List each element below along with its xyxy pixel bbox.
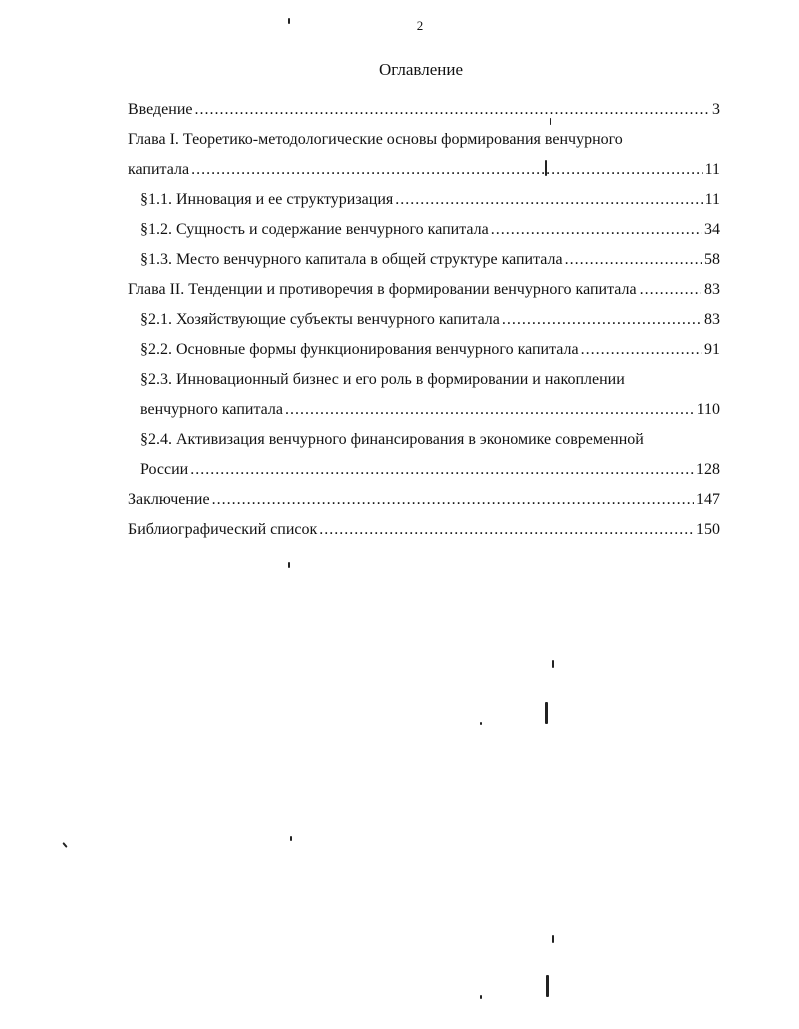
toc-entry-conclusion bbox=[128, 485, 720, 515]
toc-entry-text: Глава II. Тенденции и противоречия в формировании венчурного капитала bbox=[128, 281, 637, 298]
toc-entry-text: России bbox=[140, 461, 189, 478]
toc-entry-page: 128 bbox=[696, 461, 720, 478]
scan-speck bbox=[288, 18, 290, 24]
toc-leader bbox=[190, 455, 694, 485]
toc-entry-page: 150 bbox=[696, 521, 720, 538]
toc-leader bbox=[640, 275, 701, 305]
toc-entry-section-2-4 bbox=[128, 425, 720, 455]
toc-entry-text: §1.2. Сущность и содержание венчурного капитала bbox=[140, 221, 489, 238]
toc-entry-text: §1.1. Инновация и ее структуризация bbox=[140, 191, 394, 208]
toc-title: Оглавление bbox=[379, 60, 463, 79]
toc-entry-page: 11 bbox=[704, 161, 720, 178]
toc-entry-chapter-1 bbox=[128, 125, 720, 155]
toc-entry-page: 91 bbox=[704, 341, 720, 358]
toc-entry-section-2-2 bbox=[128, 335, 720, 365]
toc-entry-page: 110 bbox=[696, 401, 720, 418]
scan-speck bbox=[290, 836, 292, 841]
toc-entry-section-2-3 bbox=[128, 365, 720, 395]
toc-leader bbox=[491, 215, 702, 245]
toc-entry-page: 11 bbox=[704, 191, 720, 208]
toc-leader bbox=[195, 95, 711, 125]
toc-entry-chapter-2 bbox=[128, 275, 720, 305]
scan-speck bbox=[545, 702, 548, 724]
toc-entry-section-2-4-cont bbox=[128, 455, 720, 485]
toc-entry-text: §2.1. Хозяйствующие субъекты венчурного капитала bbox=[140, 311, 500, 328]
toc-entry-text: Библиографический список bbox=[128, 521, 318, 538]
toc-entry-text: Глава I. Теоретико-методологические основы формирования венчурного bbox=[128, 131, 623, 148]
scan-speck bbox=[480, 995, 482, 999]
toc-leader bbox=[581, 335, 702, 365]
toc-entry-text: §2.2. Основные формы функционирования венчурного капитала bbox=[140, 341, 579, 358]
toc-leader bbox=[502, 305, 702, 335]
scan-speck bbox=[62, 842, 67, 848]
toc-entry-page: 83 bbox=[704, 281, 720, 298]
toc-leader bbox=[212, 485, 694, 515]
toc-entry-text: Заключение bbox=[128, 491, 210, 508]
toc-leader bbox=[191, 155, 703, 185]
toc-entry-section-1-2 bbox=[128, 215, 720, 245]
toc-entry-section-2-3-cont bbox=[128, 395, 720, 425]
scan-speck bbox=[552, 935, 554, 943]
toc-entry-text: §2.4. Активизация венчурного финансирования в экономике современной bbox=[140, 431, 644, 448]
toc-entry-section-1-1 bbox=[128, 185, 720, 215]
toc-entry-bibliography bbox=[128, 515, 720, 545]
scan-speck bbox=[545, 160, 547, 176]
scan-speck bbox=[546, 975, 549, 997]
scan-speck bbox=[552, 660, 554, 668]
scan-speck bbox=[288, 562, 290, 568]
toc-leader bbox=[285, 395, 695, 425]
page-number: 2 bbox=[416, 18, 424, 33]
toc-leader bbox=[395, 185, 702, 215]
toc-entry-text: капитала bbox=[128, 161, 190, 178]
scan-speck bbox=[480, 722, 482, 725]
toc-entry-text: §1.3. Место венчурного капитала в общей структуре капитала bbox=[140, 251, 563, 268]
toc-entry-section-2-1 bbox=[128, 305, 720, 335]
toc-entry-section-1-3 bbox=[128, 245, 720, 275]
toc-leader bbox=[565, 245, 702, 275]
toc-entry-page: 147 bbox=[696, 491, 720, 508]
toc-entry-text: венчурного капитала bbox=[140, 401, 283, 418]
toc-entry-page: 34 bbox=[704, 221, 720, 238]
toc-entry-introduction bbox=[128, 95, 720, 125]
toc-entry-page: 3 bbox=[712, 101, 720, 118]
toc-entry-text: §2.3. Инновационный бизнес и его роль в формировании и накоплении bbox=[140, 371, 625, 388]
table-of-contents bbox=[128, 95, 720, 545]
toc-entry-chapter-1-cont bbox=[128, 155, 720, 185]
toc-entry-text: Введение bbox=[128, 101, 193, 118]
toc-entry-page: 58 bbox=[704, 251, 720, 268]
toc-entry-page: 83 bbox=[704, 311, 720, 328]
scan-speck bbox=[550, 118, 551, 125]
toc-leader bbox=[319, 515, 694, 545]
